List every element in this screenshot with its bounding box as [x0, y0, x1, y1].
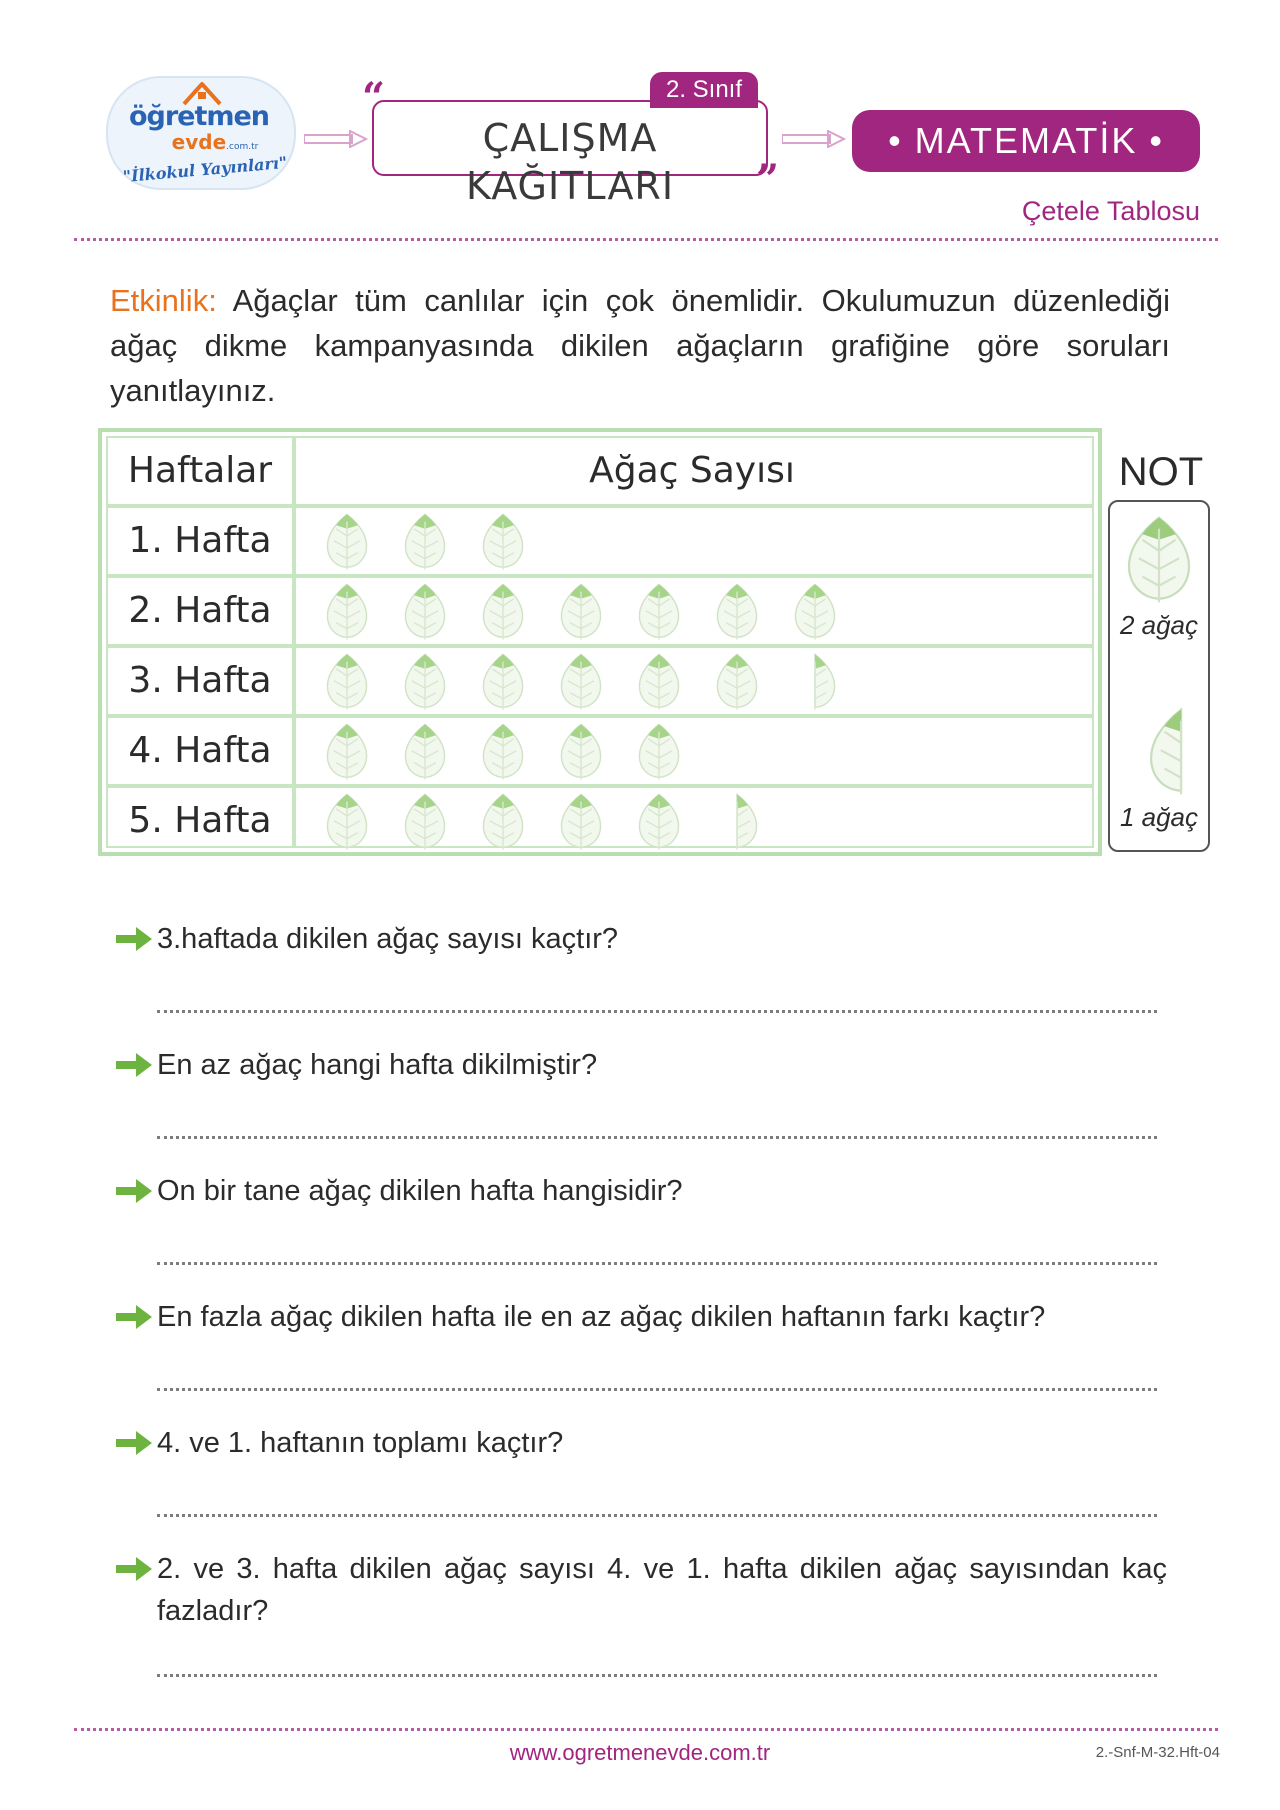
tree-leaf-icon — [790, 582, 840, 642]
tree-leaf-icon — [634, 792, 684, 852]
worksheet-title: ÇALIŞMA KAĞITLARI — [465, 116, 675, 208]
tree-tally-row — [308, 788, 1088, 858]
answer-line[interactable] — [157, 1674, 1157, 1677]
tree-leaf-icon — [556, 722, 606, 782]
footer-url[interactable]: www.ogretmenevde.com.tr — [509, 1740, 771, 1765]
week-label: 1. Hafta — [128, 520, 272, 561]
pink-arrow-icon — [782, 130, 846, 148]
tree-tally-row — [308, 508, 1088, 578]
half-tree-leaf-icon — [712, 792, 762, 852]
green-arrow-icon — [114, 1554, 154, 1584]
subject-badge: • MATEMATİK • — [852, 110, 1200, 172]
green-arrow-icon — [114, 924, 154, 954]
tree-leaf-icon — [478, 652, 528, 712]
tree-leaf-icon — [400, 582, 450, 642]
tree-leaf-icon — [478, 512, 528, 572]
week-label: 5. Hafta — [128, 800, 272, 841]
tree-leaf-icon — [400, 652, 450, 712]
tree-tally-row — [308, 718, 1088, 788]
question-text: 4. ve 1. haftanın toplamı kaçtır? — [157, 1427, 564, 1459]
question-text: En az ağaç hangi hafta dikilmiştir? — [157, 1049, 598, 1081]
green-arrow-icon — [114, 1176, 154, 1206]
tree-leaf-icon — [556, 582, 606, 642]
topic-title: Çetele Tablosu — [1021, 196, 1200, 226]
answer-line[interactable] — [157, 1262, 1157, 1265]
tree-leaf-icon — [400, 722, 450, 782]
activity-label: Etkinlik: — [110, 283, 217, 318]
tree-leaf-icon — [322, 722, 372, 782]
tree-leaf-icon — [712, 652, 762, 712]
half-tree-leaf-icon — [790, 652, 840, 712]
close-quote-mark: ” — [756, 156, 780, 203]
footer-divider — [74, 1728, 1218, 1731]
logo-word-evde: evde.com.tr — [171, 130, 259, 154]
tally-table — [98, 428, 1102, 856]
footer-code: 2.-Snf-M-32.Hft-04 — [1095, 1744, 1220, 1761]
tree-leaf-icon — [400, 792, 450, 852]
half-tree-leaf-icon — [1122, 706, 1196, 798]
tree-tally-row — [308, 578, 1088, 648]
logo-tagline: "İlkokul Yayınları" — [122, 152, 288, 187]
green-arrow-icon — [114, 1050, 154, 1080]
green-arrow-icon — [114, 1302, 154, 1332]
tree-leaf-icon — [634, 582, 684, 642]
answer-line[interactable] — [157, 1388, 1157, 1391]
week-label: 4. Hafta — [128, 730, 272, 771]
activity-instructions — [110, 278, 1170, 413]
week-label: 2. Hafta — [128, 590, 272, 631]
tree-leaf-icon — [322, 582, 372, 642]
green-arrow-icon — [114, 1428, 154, 1458]
pink-arrow-icon — [304, 130, 368, 148]
question-text: En fazla ağaç dikilen hafta ile en az ağaç dikilen haftanın farkı kaçtır? — [157, 1301, 1046, 1333]
tree-leaf-icon — [478, 792, 528, 852]
tree-leaf-icon — [1122, 514, 1196, 606]
tree-leaf-icon — [634, 722, 684, 782]
header-weeks: Haftalar — [127, 450, 273, 491]
tree-leaf-icon — [556, 792, 606, 852]
tree-leaf-icon — [322, 652, 372, 712]
tree-leaf-icon — [712, 582, 762, 642]
tree-leaf-icon — [322, 792, 372, 852]
header-tree-count: Ağaç Sayısı — [589, 450, 795, 491]
week-label: 3. Hafta — [128, 660, 272, 701]
tally-table-grid — [106, 436, 1094, 848]
tree-tally-row — [308, 648, 1088, 718]
answer-line[interactable] — [157, 1136, 1157, 1139]
tree-leaf-icon — [478, 582, 528, 642]
question-text: 3.haftada dikilen ağaç sayısı kaçtır? — [157, 923, 619, 955]
open-quote-mark: “ — [362, 74, 386, 121]
legend-title: NOT — [1118, 450, 1204, 494]
legend-half-label: 1 ağaç — [1119, 802, 1199, 832]
tree-leaf-icon — [634, 652, 684, 712]
legend-full-label: 2 ağaç — [1119, 610, 1199, 640]
logo-word-ogretmen: öğretmen — [128, 101, 270, 132]
tree-leaf-icon — [322, 512, 372, 572]
question-text: 2. ve 3. hafta dikilen ağaç sayısı 4. ve 1. hafta dikilen ağaç sayısından kaç fazladır? — [157, 1553, 1167, 1627]
grade-badge: 2. Sınıf — [650, 72, 758, 108]
activity-text: Ağaçlar tüm canlılar için çok önemlidir. Okulumuzun düzenlediği ağaç dikme kampanyasında dikilen ağaçların grafiğine göre soruları yanıtlayınız. — [110, 283, 1170, 408]
worksheet-title-box — [372, 100, 768, 208]
answer-line[interactable] — [157, 1010, 1157, 1013]
tree-leaf-icon — [478, 722, 528, 782]
question-text: On bir tane ağaç dikilen hafta hangisidir? — [157, 1175, 683, 1207]
header-divider — [74, 238, 1218, 241]
tree-leaf-icon — [400, 512, 450, 572]
publisher-logo — [100, 58, 300, 208]
answer-line[interactable] — [157, 1514, 1157, 1517]
tree-leaf-icon — [556, 652, 606, 712]
